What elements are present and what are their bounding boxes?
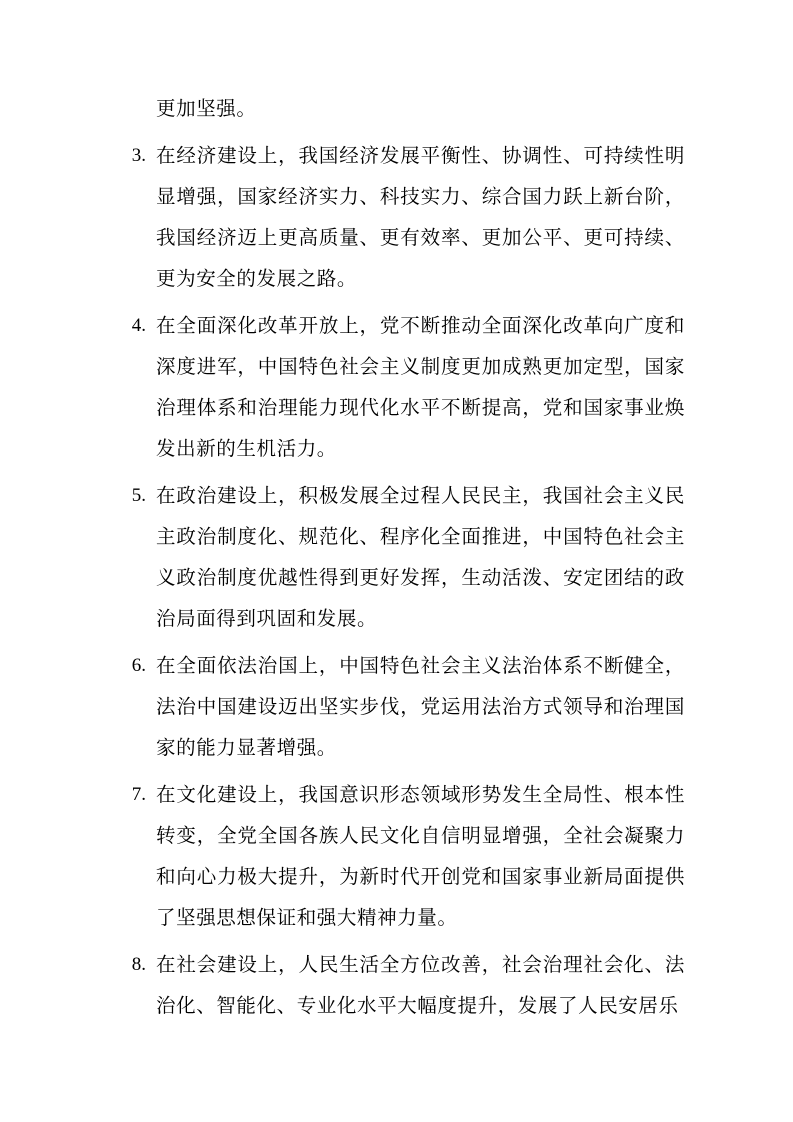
list-item [118, 944, 685, 1026]
list-item-text: 在社会建设上，人民生活全方位改善，社会治理社会化、法治化、智能化、专业化水平大幅度提升，发展了人民安居乐 [156, 953, 685, 1017]
list-item [118, 305, 685, 469]
list-item-text: 在文化建设上，我国意识形态领域形势发生全局性、根本性转变，全党全国各族人民文化自信明显增强，全社会凝聚力和向心力极大提升，为新时代开创党和国家事业新局面提供了坚强思想保证和强大精神力量。 [156, 783, 685, 929]
list-item-text: 在全面深化改革开放上，党不断推动全面深化改革向广度和深度进军，中国特色社会主义制度更加成熟更加定型，国家治理体系和治理能力现代化水平不断提高，党和国家事业焕发出新的生机活力。 [156, 314, 685, 460]
list-marker: 6. [131, 655, 146, 676]
list-marker: 3. [131, 145, 146, 166]
list-item [118, 475, 685, 639]
document-body [118, 88, 685, 1026]
list-item-text: 在经济建设上，我国经济发展平衡性、协调性、可持续性明显增强，国家经济实力、科技实力、综合国力跃上新台阶，我国经济迈上更高质量、更有效率、更加公平、更可持续、更为安全的发展之路。 [156, 144, 685, 290]
list-marker: 4. [131, 315, 146, 336]
list-item-text: 在政治建设上，积极发展全过程人民民主，我国社会主义民主政治制度化、规范化、程序化全面推进，中国特色社会主义政治制度优越性得到更好发挥，生动活泼、安定团结的政治局面得到巩固和发展。 [156, 484, 685, 630]
list-item [118, 774, 685, 938]
continuation-line: 更加坚强。 [156, 97, 257, 120]
list-marker: 5. [131, 485, 146, 506]
list-marker: 7. [131, 784, 146, 805]
list-item [118, 645, 685, 768]
list-marker: 8. [131, 954, 146, 975]
list-item-text: 在全面依法治国上，中国特色社会主义法治体系不断健全，法治中国建设迈出坚实步伐，党运用法治方式领导和治理国家的能力显著增强。 [156, 654, 685, 759]
list-item [118, 135, 685, 299]
